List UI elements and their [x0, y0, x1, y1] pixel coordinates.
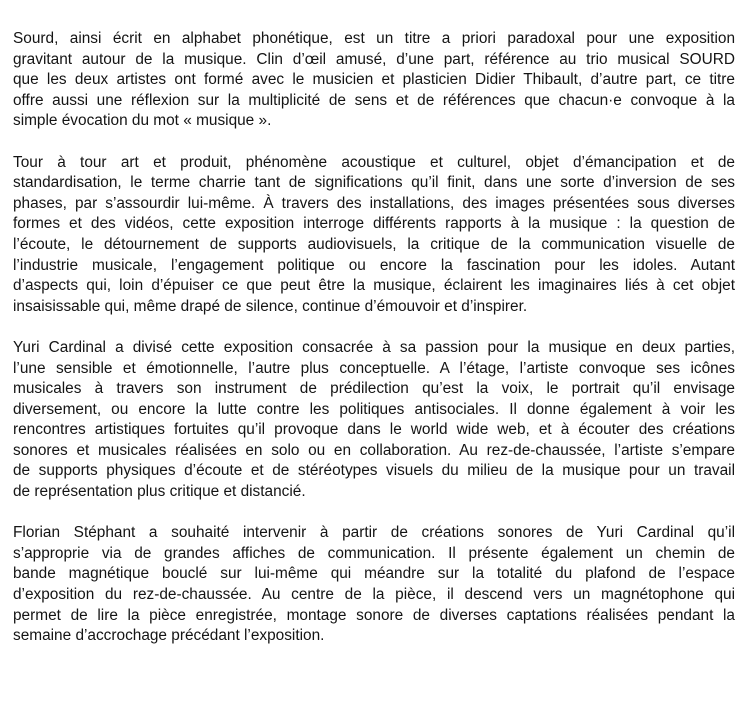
- text-line: l’industrie musicale, l’engagement politique ou encore la fascination pour les idoles. Autant: [13, 256, 735, 274]
- paragraph-music-meanings: [13, 153, 735, 318]
- text-line: sonores et musicales réalisées en solo ou en collaboration. Au rez-de-chaussée, l’artiste s’empare: [13, 441, 735, 459]
- text-line: rencontres artistiques fortuites qu’il provoque dans le world wide web, et à écouter des créations: [13, 421, 735, 439]
- text-line: que les deux artistes ont formé avec le musicien et plasticien Didier Thibault, d’autre part, ce titre: [13, 71, 735, 89]
- text-line: de représentation plus critique et distancié.: [13, 483, 306, 501]
- text-line: Sourd, ainsi écrit en alphabet phonétique, est un titre a priori paradoxal pour une exposition: [13, 30, 735, 47]
- text-line: offre aussi une réflexion sur la multiplicité de sens et de références que chacun·e convoque à la: [13, 91, 735, 109]
- text-line: formes et des vidéos, cette exposition interroge différents rapports à la musique : la question de: [13, 215, 735, 233]
- text-line: insaisissable qui, même drapé de silence, continue d’émouvoir et d’inspirer.: [13, 297, 528, 315]
- text-line: Florian Stéphant a souhaité intervenir à partir de créations sonores de Yuri Cardinal qu’il: [13, 524, 735, 542]
- text-line: Yuri Cardinal a divisé cette exposition consacrée à sa passion pour la musique en deux parties,: [13, 338, 735, 356]
- text-line: semaine d’accrochage précédant l’exposition.: [13, 627, 325, 645]
- text-line: gravitant autour de la musique. Clin d’œil amusé, d’une part, référence au trio musical SOURD: [13, 50, 735, 68]
- text-line: permet de lire la pièce enregistrée, montage sonore de diverses captations réalisées pendant la: [13, 606, 735, 624]
- text-line: bande magnétique bouclé sur lui-même qui méandre sur la totalité du plafond de l’espace: [13, 565, 735, 583]
- text-line: diversement, ou encore la lutte contre les politiques antisociales. Il donne également à voir les: [13, 400, 735, 418]
- text-line: d’exposition du rez-de-chaussée. Au centre de la pièce, il descend vers un magnétophone qui: [13, 586, 735, 604]
- paragraph-yuri-cardinal: [13, 338, 735, 503]
- text-line: phases, par s’assourdir lui-même. À travers des installations, des images présentées sous diverses: [13, 194, 735, 212]
- text-line: musicales à travers son instrument de prédilection qu’est la voix, le portrait qu’il envisage: [13, 380, 735, 398]
- text-line: l’une sensible et émotionnelle, l’autre plus conceptuelle. A l’étage, l’artiste convoque ses icônes: [13, 359, 735, 377]
- text-line: d’aspects qui, loin d’épuiser ce que peut être la musique, éclairent les imaginaires liés à cet objet: [13, 277, 735, 295]
- paragraph-sourd-title: [13, 29, 735, 132]
- text-line: Tour à tour art et produit, phénomène acoustique et culturel, objet d’émancipation et de: [13, 153, 735, 171]
- text-line: l’écoute, le détournement de supports audiovisuels, la critique de la communication visuelle de: [13, 235, 735, 253]
- text-line: standardisation, le terme charrie tant de significations qu’il finit, dans une sorte d’inversion de ses: [13, 174, 735, 192]
- text-line: de supports physiques d’écoute et de stéréotypes visuels du milieu de la musique pour un travail: [13, 462, 735, 480]
- document-body: [13, 29, 735, 647]
- text-line: simple évocation du mot « musique ».: [13, 112, 272, 130]
- text-line: s’approprie via de grandes affiches de communication. Il présente également un chemin de: [13, 544, 735, 562]
- paragraph-florian-stephant: [13, 523, 735, 647]
